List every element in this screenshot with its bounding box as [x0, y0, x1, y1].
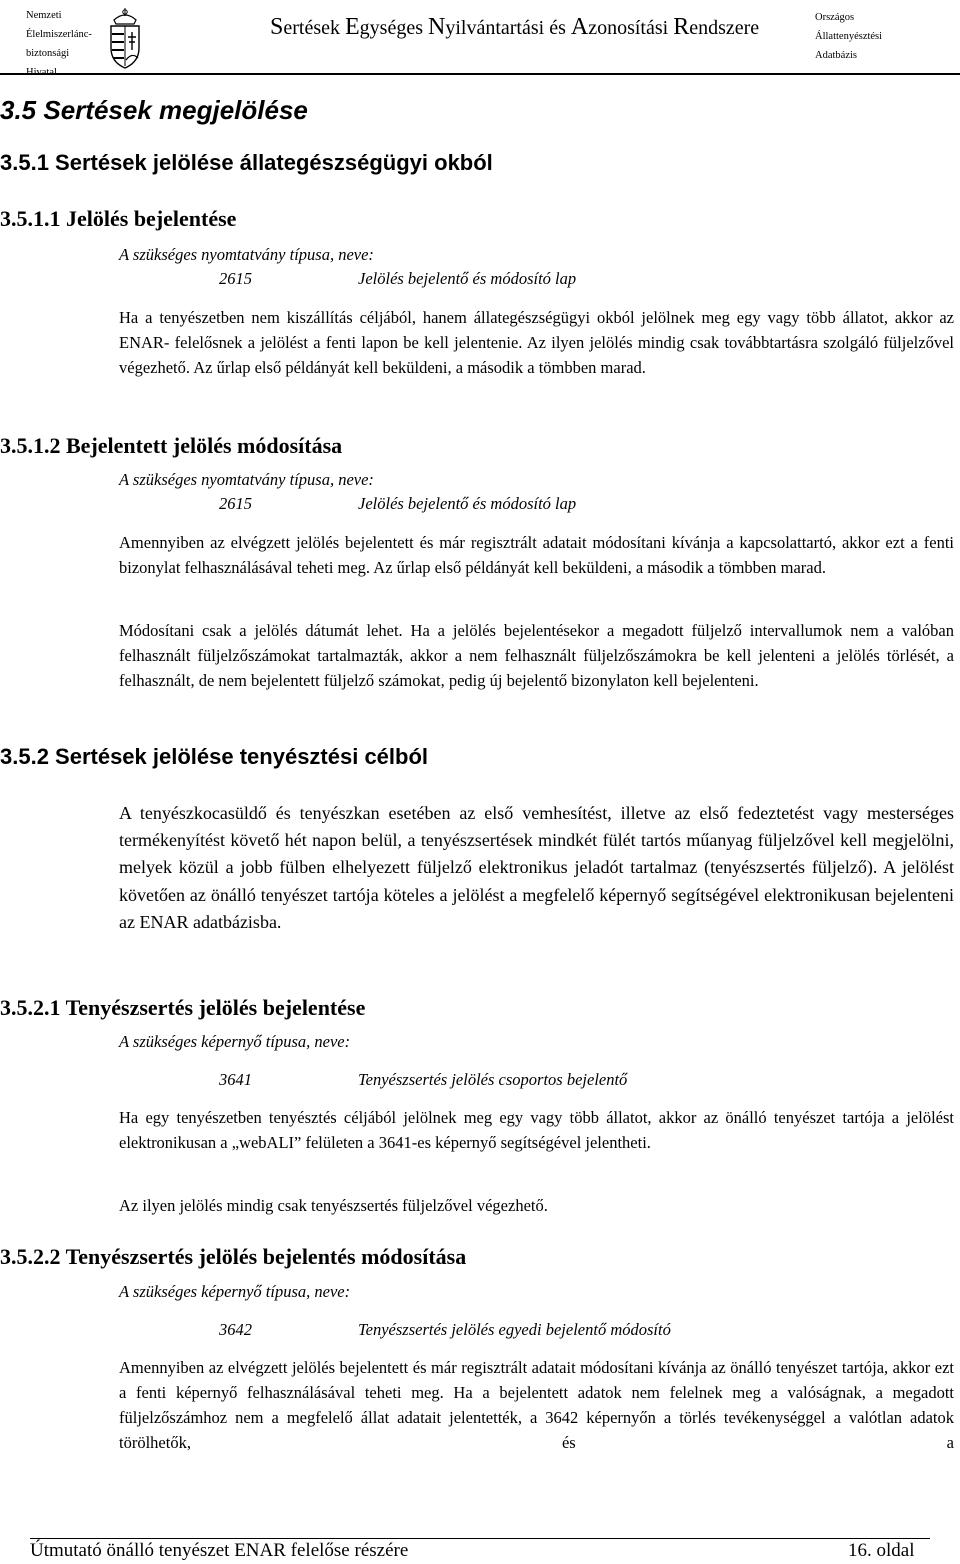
paragraph: Ha egy tenyészetben tenyésztés céljából jelölnek meg egy vagy több állatot, akkor az önálló tenyészet tartója a jelölést elektronikusan a „webALI” felületen a 3641-es képernyő segítségével jelentheti.	[119, 1108, 954, 1152]
coat-of-arms-icon	[104, 6, 146, 70]
paragraph: A tenyészkocasüldő és tenyészkan esetében az első vemhesítést, illetve az első fedeztetést vagy mesterséges termékenyítést követő hét napon belül, a tenyészsertések mindkét fülét tartós műanyag füljelzővel kell megjelölni, melyek közül a jobb fülben elhelyezett füljelző elektronikus jeladót tartalmaz (tenyészsertés füljelző). A jelölést követően az önálló tenyészet tartója köteles a jelölést a megfelelő képernyő segítségével elektronikusan bejelenteni az ENAR adatbázisba.	[119, 803, 954, 932]
footer-divider	[30, 1538, 930, 1539]
header-left-line: Élelmiszerlánc-	[26, 29, 92, 40]
title-rest: ertések	[283, 17, 345, 39]
header-title	[270, 14, 759, 41]
form-name: Tenyészsertés jelölés csoportos bejelentő	[358, 1070, 628, 1089]
title-cap: A	[570, 14, 589, 40]
form-number: 2615	[219, 494, 252, 513]
title-cap: S	[270, 14, 284, 40]
title-rest: gységes	[359, 17, 428, 39]
title-cap: E	[345, 14, 360, 40]
form-label: A szükséges nyomtatvány típusa, neve:	[119, 245, 374, 264]
form-name: Jelölés bejelentő és módosító lap	[358, 269, 577, 288]
paragraph: Amennyiben az elvégzett jelölés bejelentett és már regisztrált adatait módosítani kívánja az önálló tenyészet tartója, akkor ezt a fenti képernyő felhasználásával teheti meg. Ha a bejelentett adatok nem felelnek meg a valóságnak, a megadott füljelzőszámhoz nem a megfelelő állat adatait jelentették, a 3642 képernyőn a törlés tevékenységgel a valótlan adatok törölhetők, és a	[119, 1358, 954, 1452]
paragraph: Amennyiben az elvégzett jelölés bejelentett és már regisztrált adatait módosítani kívánja a kapcsolattartó, akkor ezt a fenti bizonylat felhasználásával teheti meg. Az űrlap első példányát kell beküldeni, a második a tömbben marad.	[119, 533, 954, 577]
header-divider	[0, 73, 960, 75]
header-left-line: Nemzeti	[26, 10, 62, 21]
heading-3-5-1-1: 3.5.1.1 Jelölés bejelentése	[0, 206, 237, 231]
form-name: Tenyészsertés jelölés egyedi bejelentő módosító	[358, 1320, 671, 1339]
form-label: A szükséges nyomtatvány típusa, neve:	[119, 470, 374, 489]
header-left-org	[26, 6, 92, 82]
header-right-line: Állattenyésztési	[815, 31, 883, 42]
form-row	[219, 1320, 671, 1340]
paragraph: Az ilyen jelölés mindig csak tenyészsertés füljelzővel végezhető.	[119, 1196, 548, 1215]
title-cap: R	[673, 14, 690, 40]
form-number: 3642	[219, 1320, 252, 1339]
form-row	[219, 494, 577, 514]
header-left-line: biztonsági	[26, 48, 70, 59]
footer-title: Útmutató önálló tenyészet ENAR felelőse részére	[30, 1540, 409, 1561]
form-number: 2615	[219, 269, 252, 288]
page-header	[0, 0, 960, 80]
title-rest: endszere	[689, 17, 760, 39]
paragraph: Módosítani csak a jelölés dátumát lehet. Ha a jelölés bejelentésekor a megadott füljelző intervallumok nem a valóban felhasznált füljelzőszámokat tartalmazták, akkor a nem felhasznált füljelzőszámokra be kell jelenteni a jelölés törlését, a felhasznált, de nem bejelentett füljelző számokat, pedig új bejelentő bizonylaton kell bejelenteni.	[119, 621, 954, 690]
form-label: A szükséges képernyő típusa, neve:	[119, 1032, 351, 1051]
header-right-line: Adatbázis	[815, 50, 857, 61]
page-number: 16. oldal	[848, 1540, 915, 1561]
header-right-line: Országos	[815, 12, 855, 23]
paragraph: Ha a tenyészetben nem kiszállítás céljából, hanem állategészségügyi okból jelölnek meg egy vagy több állatot, akkor az ENAR- felelősnek a jelölést a fenti lapon be kell jelentenie. Az ilyen jelölés mindig csak továbbtartásra szolgáló füljelzővel végezhető. Az űrlap első példányát kell beküldeni, a második a tömbben marad.	[119, 308, 954, 377]
header-right-org	[815, 8, 882, 65]
subsection-heading-3-5-2: 3.5.2 Sertések jelölése tenyésztési célból	[0, 744, 429, 769]
form-label: A szükséges képernyő típusa, neve:	[119, 1282, 351, 1301]
title-rest: zonosítási	[588, 17, 674, 39]
title-rest: yilvántartási és	[445, 17, 571, 39]
section-heading: 3.5 Sertések megjelölése	[0, 95, 308, 125]
form-row	[219, 1070, 628, 1090]
title-cap: N	[428, 14, 446, 40]
subsection-heading-3-5-1: 3.5.1 Sertések jelölése állategészségügyi okból	[0, 150, 493, 175]
heading-3-5-2-1: 3.5.2.1 Tenyészsertés jelölés bejelentése	[0, 995, 366, 1020]
form-row	[219, 269, 577, 289]
form-number: 3641	[219, 1070, 252, 1089]
form-name: Jelölés bejelentő és módosító lap	[358, 494, 577, 513]
heading-3-5-2-2: 3.5.2.2 Tenyészsertés jelölés bejelentés módosítása	[0, 1244, 467, 1269]
heading-3-5-1-2: 3.5.1.2 Bejelentett jelölés módosítása	[0, 433, 343, 458]
